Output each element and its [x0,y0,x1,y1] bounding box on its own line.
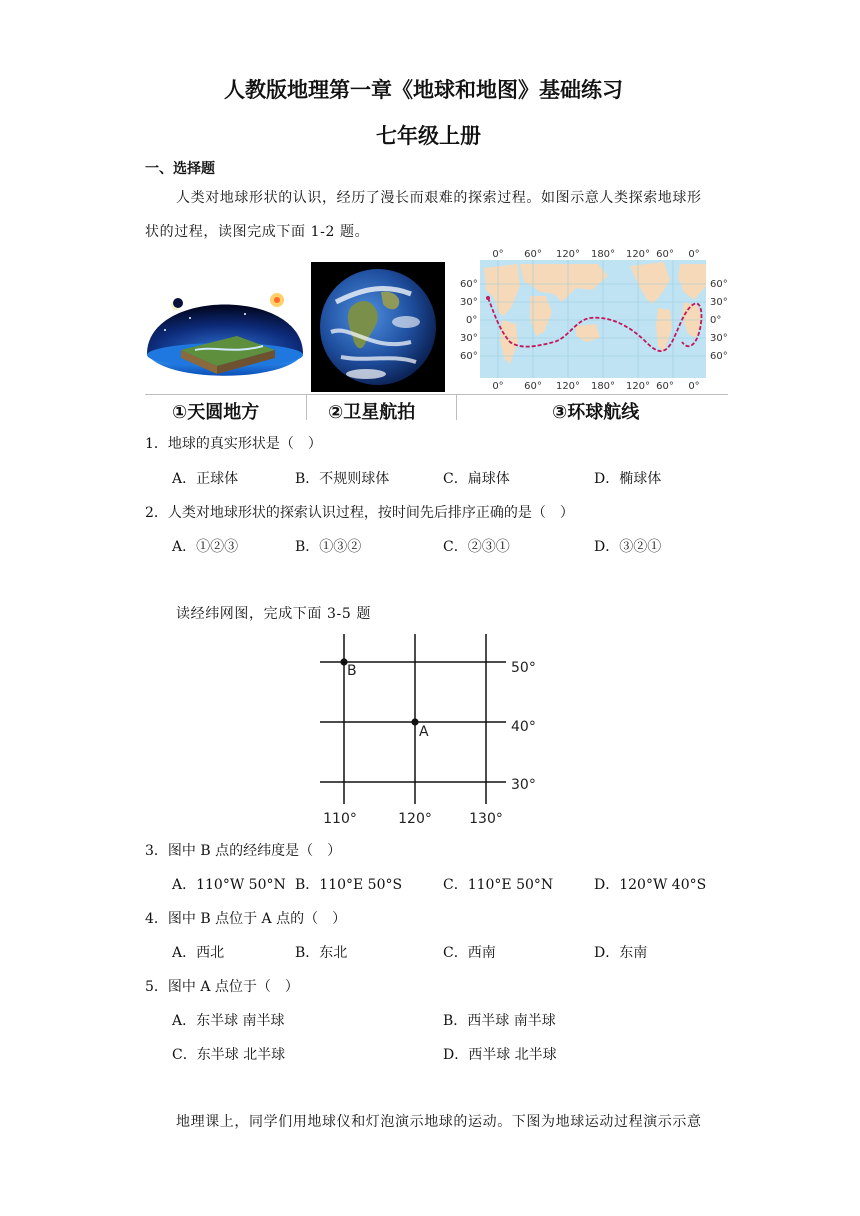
map-top-label: 120° [555,249,581,260]
point-b-label: B [347,663,357,679]
question-2-option-b[interactable]: B．①③② [295,539,362,555]
point-a-marker [411,718,418,725]
map-right-label: 30° [710,297,728,308]
lon-label-120: 120° [398,811,432,827]
question-5-option-a[interactable]: A．东半球 南半球 [172,1013,285,1029]
map-left-label: 30° [460,333,478,344]
question-3-option-c[interactable]: C．110°E 50°N [443,877,554,893]
section-heading: 一、选择题 [145,161,215,177]
intro-paragraph-line1: 人类对地球形状的认识，经历了漫长而艰难的探索过程。如图示意人类探索地球形 [176,190,702,206]
question-5-option-d[interactable]: D．西半球 北半球 [443,1047,557,1063]
figure2-caption: ②卫星航拍 [328,402,416,423]
question-4-option-a[interactable]: A．西北 [172,945,225,961]
map-bottom-label: 120° [625,381,651,392]
question-2-stem: 2．人类对地球形状的探索认识过程，按时间先后排序正确的是（ ） [145,505,574,521]
lat-label-30: 30° [511,777,536,793]
map-top-label: 120° [625,249,651,260]
figure-divider [145,394,728,395]
map-left-label: 60° [460,351,478,362]
question-1-option-c[interactable]: C．扁球体 [443,471,510,487]
lat-label-50: 50° [511,660,536,676]
question-1-stem: 1．地球的真实形状是（ ） [145,436,322,452]
figure-separator-right [456,394,457,420]
map-left-label: 0° [466,315,478,326]
map-left-label: 60° [460,279,478,290]
map-bottom-label: 0° [492,381,504,392]
intro-paragraph-line2: 状的过程，读图完成下面 1-2 题。 [145,224,370,240]
figure-separator-left [306,394,307,420]
question-5-option-b[interactable]: B．西半球 南半球 [443,1013,556,1029]
question-1-option-d[interactable]: D．椭球体 [594,471,662,487]
earth-satellite-figure [311,262,445,392]
question-4-stem: 4．图中 B 点位于 A 点的（ ） [145,911,347,927]
question-3-option-a[interactable]: A．110°W 50°N [172,877,286,893]
question-4-option-b[interactable]: B．东北 [295,945,348,961]
question-1-option-b[interactable]: B．不规则球体 [295,471,390,487]
question-2-option-c[interactable]: C．②③① [443,539,510,555]
figure1-caption: ①天圆地方 [172,402,260,423]
question-5-option-c[interactable]: C．东半球 北半球 [172,1047,286,1063]
question-3-option-d[interactable]: D．120°W 40°S [594,877,707,893]
question-4-option-d[interactable]: D．东南 [594,945,648,961]
question-3-stem: 3．图中 B 点的经纬度是（ ） [145,843,342,859]
map-left-label: 30° [460,297,478,308]
map-top-label: 0° [688,249,700,260]
map-bottom-label: 180° [590,381,616,392]
point-a-label: A [419,724,429,740]
map-bottom-label: 0° [688,381,700,392]
map-bottom-label: 120° [555,381,581,392]
question-5-stem: 5．图中 A 点位于（ ） [145,979,299,995]
map-right-label: 30° [710,333,728,344]
map-bottom-label: 60° [656,381,674,392]
map-top-label: 60° [656,249,674,260]
page-subtitle: 七年级上册 [376,124,481,148]
lon-label-110: 110° [323,811,357,827]
lon-label-130: 130° [469,811,503,827]
question-2-option-d[interactable]: D．③②① [594,539,662,555]
sky-dome-figure [145,258,305,390]
lat-label-40: 40° [511,719,536,735]
map-right-label: 60° [710,279,728,290]
map-bottom-label: 60° [524,381,542,392]
page-title: 人教版地理第一章《地球和地图》基础练习 [224,78,623,102]
map-top-label: 180° [590,249,616,260]
question-1-option-a[interactable]: A．正球体 [172,471,239,487]
map-top-label: 60° [524,249,542,260]
figure3-caption: ③环球航线 [552,402,640,423]
map-right-label: 60° [710,351,728,362]
grid-intro: 读经纬网图，完成下面 3-5 题 [176,606,372,622]
map-top-label: 0° [492,249,504,260]
question-4-option-c[interactable]: C．西南 [443,945,496,961]
map-right-label: 0° [710,315,722,326]
world-route-map-figure [458,246,730,394]
question-2-option-a[interactable]: A．①②③ [172,539,239,555]
question-3-option-b[interactable]: B．110°E 50°S [295,877,403,893]
lat-long-grid-figure [316,632,544,828]
footer-paragraph: 地理课上，同学们用地球仪和灯泡演示地球的运动。下图为地球运动过程演示示意 [176,1114,702,1130]
